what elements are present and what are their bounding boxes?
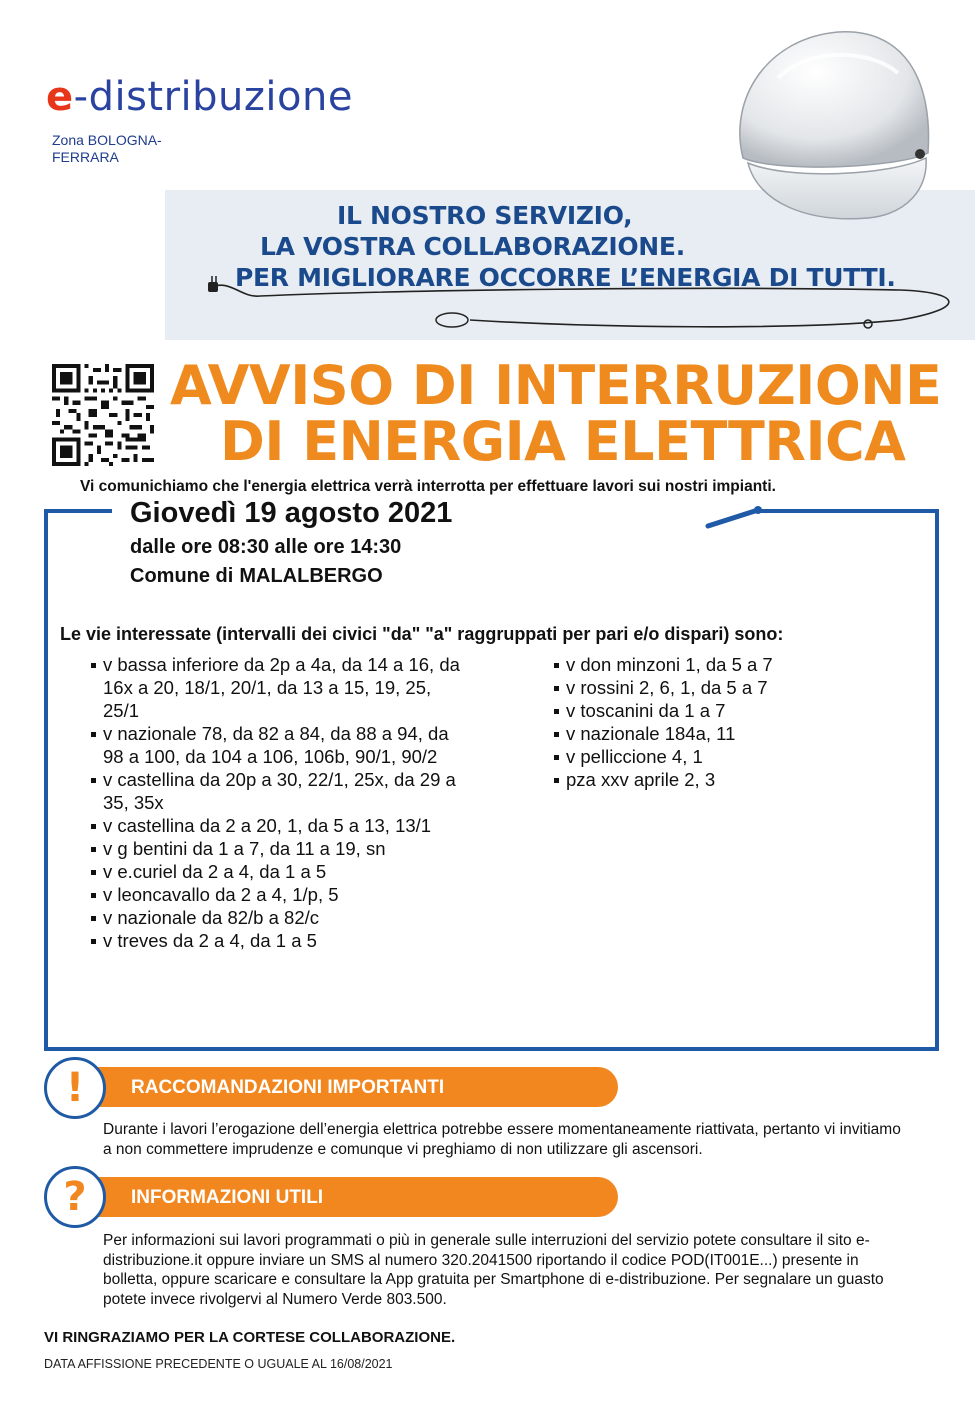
comune-name: MALALBERGO bbox=[239, 565, 383, 587]
intro-text: Vi comunichiamo che l'energia elettrica verrà interrotta per effettuare lavori sui nostri impianti. bbox=[80, 478, 776, 495]
slogan-line-2: LA VOSTRA COLLABORAZIONE. bbox=[260, 232, 685, 261]
street-item: v nazionale 78, da 82 a 84, da 88 a 94, da 98 a 100, da 104 a 106, 106b, 90/1, 90/2 bbox=[90, 722, 470, 768]
notice-title bbox=[170, 354, 970, 473]
title-line-2: DI ENERGIA ELETTRICA bbox=[220, 410, 906, 473]
exclamation-icon: ! bbox=[44, 1057, 106, 1119]
posting-date: DATA AFFISSIONE PRECEDENTE O UGUALE AL 16/08/2021 bbox=[44, 1357, 393, 1371]
street-item: v castellina da 20p a 30, 22/1, 25x, da 29 a 35, 35x bbox=[90, 768, 470, 814]
streets-list-left bbox=[90, 653, 470, 952]
street-item: v bassa inferiore da 2p a 4a, da 14 a 16, da 16x a 20, 18/1, 20/1, da 13 a 15, 19, 25, 25/1 bbox=[90, 653, 470, 722]
streets-heading: Le vie interessate (intervalli dei civici "da" "a" raggruppati per pari e/o dispari) sono: bbox=[60, 624, 784, 644]
qr-code bbox=[52, 364, 154, 466]
info-text: Per informazioni sui lavori programmati o più in generale sulle interruzioni del servizio potete consultare il sito e-distribuzione.it oppure inviare un SMS al numero 320.2041500 riportando il codice POD(IT001E...) presente in bolletta, oppure scaricare e consultare la App gratuita per Smartphone di e-distribuzione. Per segnalare un guasto potete invece rivolgervi al Numero Verde 803.500. bbox=[103, 1232, 884, 1308]
question-icon: ? bbox=[44, 1166, 106, 1228]
zone-label: Zona BOLOGNA-FERRARA bbox=[52, 132, 162, 165]
street-item: v nazionale da 82/b a 82/c bbox=[90, 906, 470, 929]
street-item: v leoncavallo da 2 a 4, 1/p, 5 bbox=[90, 883, 470, 906]
title-line-1: AVVISO DI INTERRUZIONE bbox=[170, 354, 942, 417]
box-top-border-right bbox=[758, 509, 939, 513]
logo-text: -distribuzione bbox=[73, 74, 353, 120]
brand-logo bbox=[46, 74, 353, 120]
comune-label: Comune di bbox=[130, 565, 234, 587]
outage-date: Giovedì 19 agosto 2021 bbox=[130, 497, 453, 529]
recommendations-text: Durante i lavori l’erogazione dell’energia elettrica potrebbe essere momentaneamente riattivata, pertanto vi invitiamo a non commettere imprudenze e comunque vi preghiamo di non utilizzare gli ascensori. bbox=[103, 1121, 901, 1158]
switch-lever-icon bbox=[700, 498, 764, 532]
streets-list-right bbox=[553, 653, 913, 791]
logo-e-mark: e bbox=[46, 74, 74, 120]
outage-hours: dalle ore 08:30 alle ore 14:30 bbox=[130, 536, 402, 558]
recommendations-heading: RACCOMANDAZIONI IMPORTANTI bbox=[131, 1077, 445, 1098]
street-item: v g bentini da 1 a 7, da 11 a 19, sn bbox=[90, 837, 470, 860]
slogan-line-1: IL NOSTRO SERVIZIO, bbox=[337, 201, 633, 230]
street-item: v toscanini da 1 a 7 bbox=[553, 699, 913, 722]
street-item: v castellina da 2 a 20, 1, da 5 a 13, 13/1 bbox=[90, 814, 470, 837]
street-item: pza xxv aprile 2, 3 bbox=[553, 768, 913, 791]
info-heading: INFORMAZIONI UTILI bbox=[131, 1187, 324, 1208]
thanks-text: VI RINGRAZIAMO PER LA CORTESE COLLABORAZIONE. bbox=[44, 1329, 456, 1346]
street-item: v don minzoni 1, da 5 a 7 bbox=[553, 653, 913, 676]
street-item: v e.curiel da 2 a 4, da 1 a 5 bbox=[90, 860, 470, 883]
outage-comune bbox=[130, 565, 383, 588]
street-item: v treves da 2 a 4, da 1 a 5 bbox=[90, 929, 470, 952]
slogan-line-3: PER MIGLIORARE OCCORRE L’ENERGIA DI TUTTI. bbox=[235, 263, 896, 292]
box-top-border-left bbox=[44, 509, 112, 513]
street-item: v rossini 2, 6, 1, da 5 a 7 bbox=[553, 676, 913, 699]
plug-cable-icon bbox=[200, 268, 960, 338]
street-item: v nazionale 184a, 11 bbox=[553, 722, 913, 745]
helmet-icon bbox=[718, 18, 948, 228]
street-item: v pelliccione 4, 1 bbox=[553, 745, 913, 768]
